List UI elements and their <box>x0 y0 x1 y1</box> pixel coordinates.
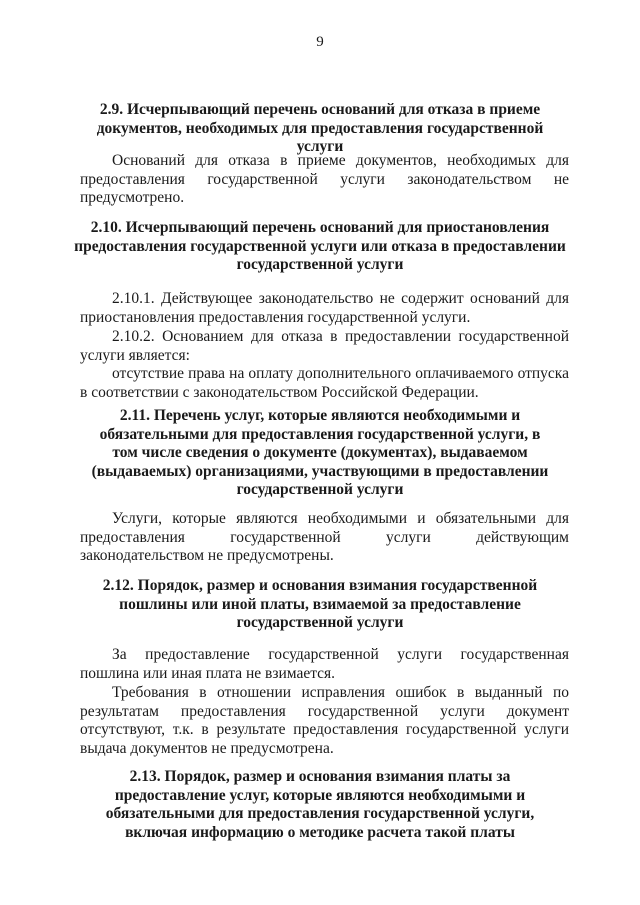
section-2-9-body <box>0 152 640 208</box>
section-2-11-body <box>0 510 640 566</box>
section-2-10-body <box>0 290 640 402</box>
section-2-12-body <box>0 646 640 758</box>
section-2-11-heading: 2.11. Перечень услуг, которые являются необходимыми и обязательными для предоставления государственной услуги, в том числе сведения о документе (документах), выдаваемом (выдаваемых) организациями, участвующими в предоставлении государственной услуги <box>91 407 549 498</box>
section-2-12-heading: 2.12. Порядок, размер и основания взимания государственной пошлины или иной платы, взимаемой за предоставление государственной услуги <box>102 577 538 631</box>
section-2-10 <box>0 219 640 275</box>
section-2-9-paragraph: Оснований для отказа в приеме документов, необходимых для предоставления государственной услуги законодательством не предусмотрено. <box>80 152 569 206</box>
section-2-10-2-reason: отсутствие права на оплату дополнительного оплачиваемого отпуска в соответствии с законодательством Российской Федерации. <box>80 365 569 401</box>
section-2-12 <box>0 577 640 633</box>
section-2-13 <box>0 768 640 842</box>
section-2-10-1-paragraph: 2.10.1. Действующее законодательство не содержит оснований для приостановления предоставления государственной услуги. <box>80 290 569 326</box>
section-2-10-2-paragraph: 2.10.2. Основанием для отказа в предоставлении государственной услуги является: <box>80 328 569 364</box>
section-2-12-errors-paragraph: Требования в отношении исправления ошибок в выданный по результатам предоставления государственной услуги документ отсутствуют, т.к. в результате предоставления государственной услуги выдача документов не предусмотрена. <box>80 684 569 757</box>
section-2-11-paragraph: Услуги, которые являются необходимыми и обязательными для предоставления государственной услуги действующим законодательством не предусмотрены. <box>80 510 569 564</box>
section-2-9-heading: 2.9. Исчерпывающий перечень оснований для отказа в приеме документов, необходимых для предоставления государственной услуги <box>96 101 544 155</box>
section-2-13-heading: 2.13. Порядок, размер и основания взимания платы за предоставление услуг, которые являются необходимыми и обязательными для предоставления государственной услуги, включая информацию о методике расчета такой платы <box>105 768 535 841</box>
section-2-9 <box>0 101 640 157</box>
page-number: 9 <box>316 34 324 50</box>
section-2-11 <box>0 407 640 500</box>
section-2-10-heading: 2.10. Исчерпывающий перечень оснований для приостановления предоставления государственной услуги или отказа в предоставлении государственной услуги <box>74 219 566 273</box>
section-2-12-fee-paragraph: За предоставление государственной услуги государственная пошлина или иная плата не взимается. <box>80 646 569 682</box>
